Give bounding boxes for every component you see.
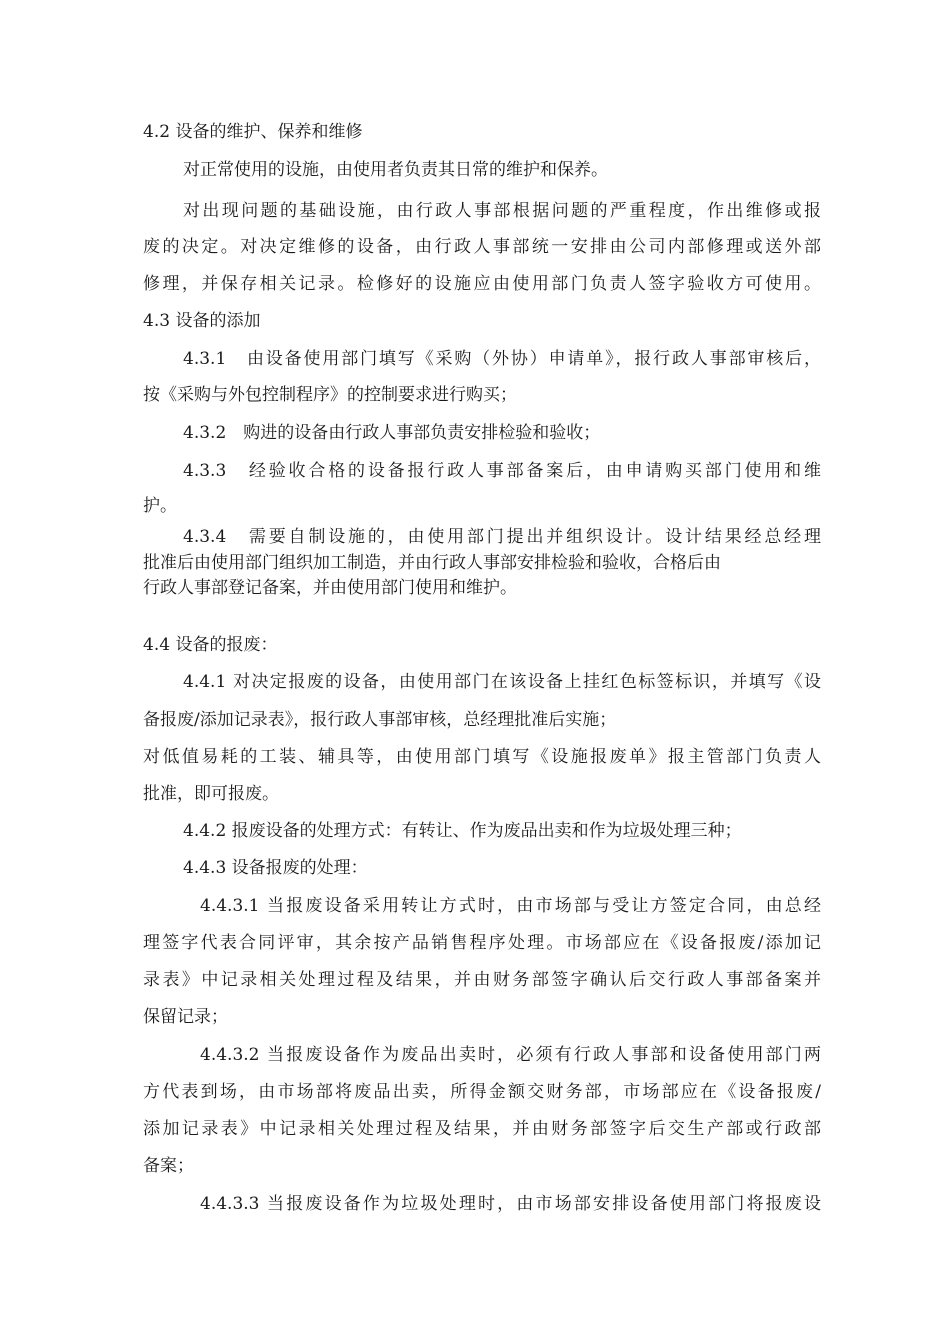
paragraph-line: 批准后由使用部门组织加工制造，并由行政人事部安排检验和验收，合格后由 <box>143 553 721 573</box>
clause-4-4-3-1: 4.4.3.1 当报废设备采用转让方式时，由市场部与受让方签定合同，由总经 <box>200 896 821 916</box>
paragraph-line: 修理，并保存相关记录。检修好的设施应由使用部门负责人签字验收方可使用。 <box>143 274 821 294</box>
clause-4-3-1: 4.3.1 由设备使用部门填写《采购（外协）申请单》，报行政人事部审核后， <box>183 349 821 369</box>
paragraph-line: 理签字代表合同评审，其余按产品销售程序处理。市场部应在《设备报废/添加记 <box>143 933 821 953</box>
clause-4-3-3: 4.3.3 经验收合格的设备报行政人事部备案后，由申请购买部门使用和维 <box>183 461 821 481</box>
paragraph-line: 备报废/添加记录表》，报行政人事部审核，总经理批准后实施； <box>143 710 617 730</box>
clause-4-4-2: 4.4.2 报废设备的处理方式：有转让、作为废品出卖和作为垃圾处理三种； <box>183 821 742 841</box>
section-heading-4-4: 4.4 设备的报废： <box>143 635 278 655</box>
paragraph-line: 护。 <box>143 496 177 516</box>
paragraph-line: 按《采购与外包控制程序》的控制要求进行购买； <box>143 385 517 405</box>
paragraph-line: 方代表到场，由市场部将废品出卖，所得金额交财务部，市场部应在《设备报废/ <box>143 1082 821 1102</box>
section-heading-4-2: 4.2 设备的维护、保养和维修 <box>143 122 363 142</box>
paragraph-line: 对低值易耗的工装、辅具等，由使用部门填写《设施报废单》报主管部门负责人 <box>143 747 821 767</box>
clause-4-4-3: 4.4.3 设备报废的处理： <box>183 858 368 878</box>
clause-4-4-3-2: 4.4.3.2 当报废设备作为废品出卖时，必须有行政人事部和设备使用部门两 <box>200 1045 821 1065</box>
paragraph-line: 对出现问题的基础设施，由行政人事部根据问题的严重程度，作出维修或报 <box>183 201 821 221</box>
paragraph-line: 备案； <box>143 1156 194 1176</box>
paragraph-line: 行政人事部登记备案，并由使用部门使用和维护。 <box>143 578 517 598</box>
paragraph-line: 保留记录； <box>143 1007 228 1027</box>
clause-4-3-2: 4.3.2 购进的设备由行政人事部负责安排检验和验收； <box>183 423 601 443</box>
clause-4-4-1: 4.4.1 对决定报废的设备，由使用部门在该设备上挂红色标签标识，并填写《设 <box>183 672 821 692</box>
section-heading-4-3: 4.3 设备的添加 <box>143 311 261 331</box>
clause-4-4-3-3: 4.4.3.3 当报废设备作为垃圾处理时，由市场部安排设备使用部门将报废设 <box>200 1194 821 1214</box>
paragraph-line: 添加记录表》中记录相关处理过程及结果，并由财务部签字后交生产部或行政部 <box>143 1119 821 1139</box>
paragraph-line: 废的决定。对决定维修的设备，由行政人事部统一安排由公司内部修理或送外部 <box>143 237 821 257</box>
clause-4-3-4: 4.3.4 需要自制设施的，由使用部门提出并组织设计。设计结果经总经理 <box>183 527 821 547</box>
paragraph-line: 对正常使用的设施，由使用者负责其日常的维护和保养。 <box>183 160 608 180</box>
paragraph-line: 录表》中记录相关处理过程及结果，并由财务部签字确认后交行政人事部备案并 <box>143 970 821 990</box>
paragraph-line: 批准，即可报废。 <box>143 784 279 804</box>
